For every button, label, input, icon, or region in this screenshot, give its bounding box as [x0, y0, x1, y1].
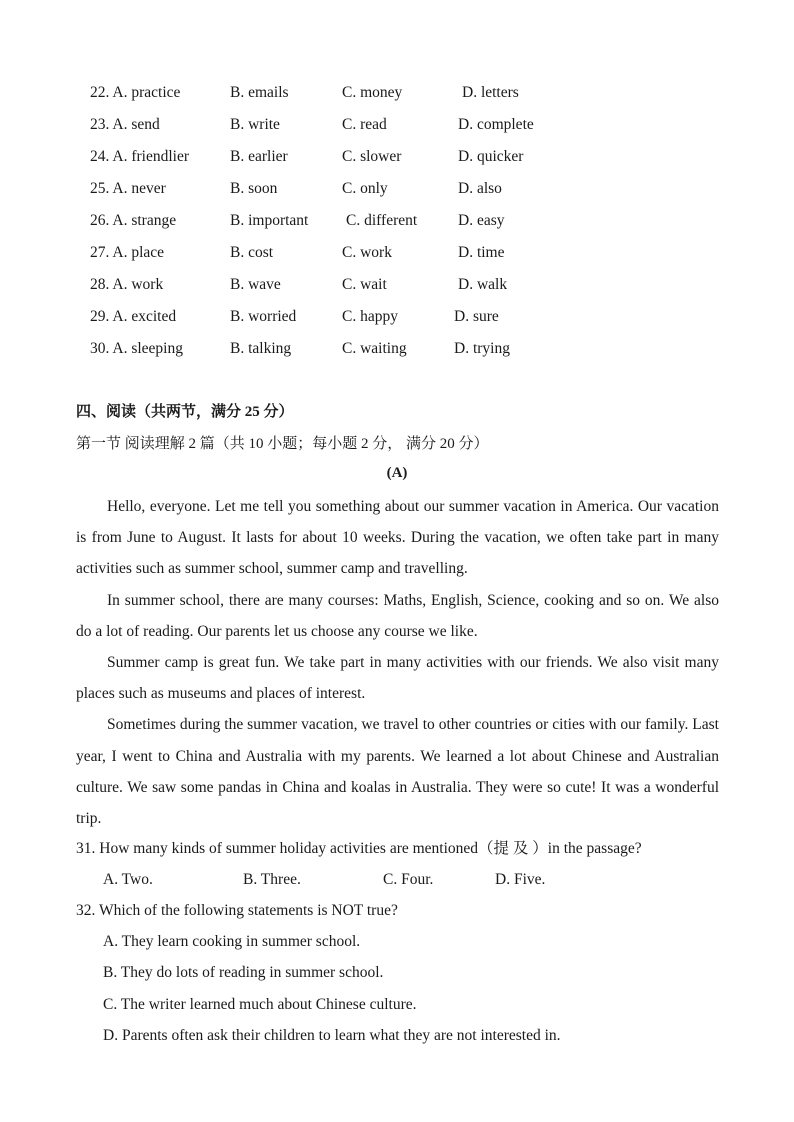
- option-c: C. different: [346, 212, 418, 229]
- passage-paragraph: Hello, everyone. Let me tell you something about our summer vacation in America. Our vacation is from June to August. It lasts for about 10 weeks. During the vacation, we often take part in many activities such as summer school, summer camp and travelling.: [76, 498, 719, 578]
- question-31-option-c: C. Four.: [383, 871, 434, 888]
- option-a: 30. A. sleeping: [90, 340, 183, 357]
- option-a: 24. A. friendlier: [90, 148, 190, 165]
- option-d: D. easy: [458, 212, 505, 229]
- option-row-30: [90, 338, 690, 370]
- section-title: 四、阅读（共两节，满分 25 分）: [76, 404, 294, 420]
- option-d: D. letters: [462, 84, 519, 101]
- question-31-option-d: D. Five.: [495, 871, 546, 888]
- option-d: D. also: [458, 180, 502, 197]
- option-b: B. soon: [230, 180, 278, 197]
- question-31-option-a: A. Two.: [103, 871, 153, 888]
- reading-passage: [76, 491, 719, 834]
- option-row-29: [90, 306, 690, 338]
- option-a: 26. A. strange: [90, 212, 177, 229]
- option-c: C. only: [342, 180, 388, 197]
- passage-label: (A): [386, 465, 408, 481]
- option-a: 29. A. excited: [90, 308, 177, 325]
- option-row-25: [90, 178, 690, 210]
- option-c: C. money: [342, 84, 403, 101]
- option-c: C. work: [342, 244, 392, 261]
- passage-paragraph: Sometimes during the summer vacation, we travel to other countries or cities with our family. Last year, I went to China and Australia with my parents. We learned a lot about Chinese and Australian culture. We saw some pandas in China and koalas in Australia. They were so cute! It was a wonderful trip.: [76, 716, 719, 828]
- question-32-stem: 32. Which of the following statements is NOT true?: [76, 902, 398, 919]
- question-31-option-b: B. Three.: [243, 871, 301, 888]
- option-b: B. emails: [230, 84, 289, 101]
- option-d: D. trying: [454, 340, 510, 357]
- option-c: C. happy: [342, 308, 398, 325]
- cloze-options-table: [90, 82, 690, 370]
- option-d: D. sure: [454, 308, 499, 325]
- option-b: B. talking: [230, 340, 292, 357]
- question-31-stem: 31. How many kinds of summer holiday activities are mentioned（提 及 ）in the passage?: [76, 840, 642, 857]
- option-a: 22. A. practice: [90, 84, 181, 101]
- option-d: D. time: [458, 244, 505, 261]
- option-d: D. complete: [458, 116, 534, 133]
- option-row-24: [90, 146, 690, 178]
- option-b: B. wave: [230, 276, 281, 293]
- question-32-option-b: B. They do lots of reading in summer school.: [103, 964, 384, 981]
- option-a: 27. A. place: [90, 244, 165, 261]
- option-b: B. cost: [230, 244, 274, 261]
- option-row-26: [90, 210, 690, 242]
- section-part-heading: 第一节 阅读理解 2 篇（共 10 小题；每小题 2 分， 满分 20 分）: [76, 436, 489, 452]
- option-row-22: [90, 82, 690, 114]
- option-d: D. walk: [458, 276, 508, 293]
- option-b: B. write: [230, 116, 280, 133]
- passage-paragraph: In summer school, there are many courses: Maths, English, Science, cooking and so on. We also do a lot of reading. Our parents let us choose any course we like.: [76, 591, 719, 640]
- option-row-28: [90, 274, 690, 306]
- passage-paragraph: Summer camp is great fun. We take part in many activities with our friends. We also visit many places such as museums and places of interest.: [76, 654, 719, 703]
- option-row-23: [90, 114, 690, 146]
- option-row-27: [90, 242, 690, 274]
- option-a: 28. A. work: [90, 276, 164, 293]
- option-a: 23. A. send: [90, 116, 160, 133]
- option-b: B. important: [230, 212, 309, 229]
- option-c: C. read: [342, 116, 387, 133]
- option-b: B. earlier: [230, 148, 288, 165]
- question-32-option-a: A. They learn cooking in summer school.: [103, 933, 361, 950]
- option-c: C. waiting: [342, 340, 407, 357]
- option-b: B. worried: [230, 308, 297, 325]
- option-c: C. slower: [342, 148, 402, 165]
- option-a: 25. A. never: [90, 180, 166, 197]
- option-c: C. wait: [342, 276, 387, 293]
- question-32-option-d: D. Parents often ask their children to learn what they are not interested in.: [103, 1027, 561, 1044]
- option-d: D. quicker: [458, 148, 524, 165]
- question-32-option-c: C. The writer learned much about Chinese culture.: [103, 996, 417, 1013]
